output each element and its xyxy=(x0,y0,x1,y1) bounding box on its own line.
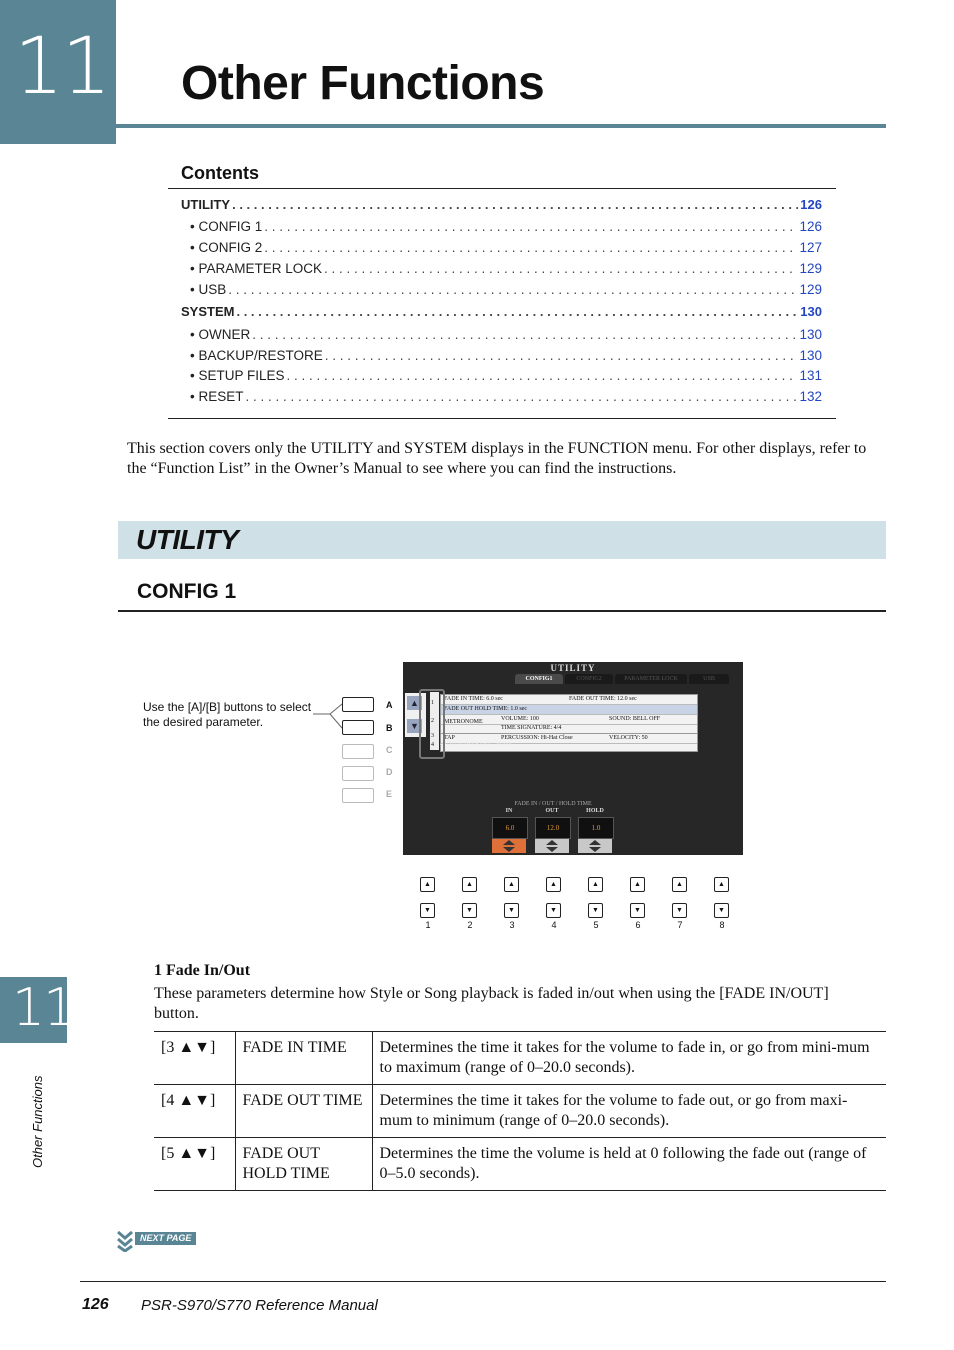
lcd-fade-hold-arrows-icon[interactable] xyxy=(578,839,612,853)
lcd-row-number: 3 xyxy=(431,733,434,739)
param-control: [5 ▲▼] xyxy=(154,1138,235,1191)
toc-entry-page: 132 xyxy=(799,389,822,404)
side-button-c[interactable] xyxy=(342,744,374,759)
lcd-row-number: 4 xyxy=(431,742,434,748)
side-button-a[interactable] xyxy=(342,697,374,712)
next-page-badge[interactable]: NEXT PAGE xyxy=(135,1232,196,1245)
lower-button-8-down[interactable]: ▼ xyxy=(714,903,729,918)
lcd-tab-config2[interactable]: CONFIG2 xyxy=(565,674,613,684)
lcd-row[interactable] xyxy=(441,705,697,715)
lcd-fade-out-arrows-icon[interactable] xyxy=(535,839,569,853)
lcd-fade-group-label: FADE IN / OUT / HOLD TIME xyxy=(514,801,592,807)
toc-entry-label: • PARAMETER LOCK xyxy=(190,261,323,276)
lcd-cell: FADE OUT TIME: 12.0 sec xyxy=(569,696,637,702)
lcd-fade-hold-value[interactable]: 1.0 xyxy=(578,817,614,839)
toc-entry-page: 130 xyxy=(800,304,822,319)
lower-button-number: 4 xyxy=(551,920,557,930)
param-description: Determines the time it takes for the volume to fade in, or go from mini-mum to maximum (range of 0–20.0 seconds). xyxy=(372,1032,886,1085)
lcd-auto-power-off[interactable]: AUTO POWER OFF: 30 min. xyxy=(440,741,514,747)
lower-button-number: 2 xyxy=(467,920,473,930)
section-title: UTILITY xyxy=(136,524,239,555)
lower-button-number: 1 xyxy=(425,920,431,930)
toc-entry-label: SYSTEM xyxy=(181,304,235,319)
lower-button-number: 7 xyxy=(677,920,683,930)
param-description: Determines the time it takes for the volume to fade out, or go from maxi-mum to minimum (range of 0–20.0 seconds). xyxy=(372,1085,886,1138)
lcd-up-arrow-icon[interactable]: ▲ xyxy=(407,696,422,710)
lower-button-5-up[interactable]: ▲ xyxy=(588,877,603,892)
footer-page-number: 126 xyxy=(82,1296,109,1313)
side-chapter-label xyxy=(30,1058,50,1168)
lower-button-1-up[interactable]: ▲ xyxy=(420,877,435,892)
lcd-row-number: 2 xyxy=(431,718,434,724)
contents-heading: Contents xyxy=(181,163,259,183)
toc-entry-page: 131 xyxy=(799,368,822,383)
lower-button-6-up[interactable]: ▲ xyxy=(630,877,645,892)
figure-callout: Use the [A]/[B] buttons to select the desired parameter. xyxy=(143,700,312,729)
toc-entry-label: UTILITY xyxy=(181,197,231,212)
lower-button-2-down[interactable]: ▼ xyxy=(462,903,477,918)
fade-description: These parameters determine how Style or Song playback is faded in/out when using the [FADE IN/OUT] button. xyxy=(154,985,829,1022)
toc-entry-page: 130 xyxy=(799,327,822,342)
side-label-a: A xyxy=(386,700,393,710)
lcd-tab-parameter-lock[interactable]: PARAMETER LOCK xyxy=(615,674,687,684)
lcd-fade-in-arrows-icon[interactable] xyxy=(492,839,526,853)
toc-entry-label: • CONFIG 1 xyxy=(190,219,263,234)
lcd-cell: PERCUSSION: Hi-Hat Close xyxy=(501,735,573,741)
lower-button-7-down[interactable]: ▼ xyxy=(672,903,687,918)
toc-entry-label: • OWNER xyxy=(190,327,251,342)
lcd-fade-head-in: IN xyxy=(505,808,513,814)
subsection-title: CONFIG 1 xyxy=(137,580,237,603)
toc-entry-page: 127 xyxy=(799,240,822,255)
toc-entry-label: • CONFIG 2 xyxy=(190,240,263,255)
param-name: FADE OUT HOLD TIME xyxy=(235,1138,372,1191)
lcd-down-arrow-icon[interactable]: ▼ xyxy=(407,719,422,733)
toc-entry-page: 126 xyxy=(799,219,822,234)
lcd-row[interactable] xyxy=(441,724,697,734)
lcd-fade-head-hold: HOLD xyxy=(586,808,604,814)
toc-entry-page: 130 xyxy=(799,348,822,363)
lcd-cell: TIME SIGNATURE: 4/4 xyxy=(501,725,562,731)
lcd-cell: FADE IN TIME: 6.0 sec xyxy=(444,696,503,702)
side-label-e: E xyxy=(386,789,393,799)
side-button-e[interactable] xyxy=(342,788,374,803)
toc-entry-label: • RESET xyxy=(190,389,244,404)
param-name: FADE OUT TIME xyxy=(235,1085,372,1138)
lcd-selection-frame xyxy=(419,689,445,759)
side-chapter-text: Other Functions xyxy=(30,1075,45,1168)
table-row xyxy=(154,1085,886,1138)
param-control: [3 ▲▼] xyxy=(154,1032,235,1085)
toc-entry-label: • SETUP FILES xyxy=(190,368,285,383)
parameter-table xyxy=(154,1031,886,1191)
toc-entry-page: 129 xyxy=(799,282,822,297)
lower-button-1-down[interactable]: ▼ xyxy=(420,903,435,918)
lcd-cell: VELOCITY: 50 xyxy=(609,735,648,741)
lcd-fade-in-value[interactable]: 6.0 xyxy=(492,817,528,839)
lower-button-2-up[interactable]: ▲ xyxy=(462,877,477,892)
lower-button-7-up[interactable]: ▲ xyxy=(672,877,687,892)
side-chapter-number: 11 xyxy=(12,978,75,1038)
side-label-d: D xyxy=(386,767,393,777)
lcd-row[interactable] xyxy=(441,695,697,705)
toc-entry-label: • BACKUP/RESTORE xyxy=(190,348,323,363)
lcd-cell: VOLUME: 100 xyxy=(501,716,539,722)
lcd-screen xyxy=(403,662,743,855)
lcd-cell: FADE OUT HOLD TIME: 1.0 sec xyxy=(444,706,527,712)
lower-button-number: 6 xyxy=(635,920,641,930)
lower-button-6-down[interactable]: ▼ xyxy=(630,903,645,918)
chapter-title: Other Functions xyxy=(181,57,545,110)
param-control: [4 ▲▼] xyxy=(154,1085,235,1138)
lcd-title: UTILITY xyxy=(550,663,596,673)
intro-paragraph: This section covers only the UTILITY and SYSTEM displays in the FUNCTION menu. For other displays, refer to the “Function List” in the Owner’s Manual to see where you can find the instructions. xyxy=(127,440,867,477)
param-description: Determines the time the volume is held at 0 following the fade out (range of 0–5.0 seconds). xyxy=(372,1138,886,1191)
lcd-row-number: 1 xyxy=(431,700,434,706)
lower-button-4-up[interactable]: ▲ xyxy=(546,877,561,892)
lower-button-5-down[interactable]: ▼ xyxy=(588,903,603,918)
lcd-cell: SOUND: BELL OFF xyxy=(609,716,661,722)
footer-title: PSR-S970/S770 Reference Manual xyxy=(141,1297,378,1314)
toc-entry-page: 126 xyxy=(800,197,822,212)
lower-button-number: 8 xyxy=(719,920,725,930)
side-button-b[interactable] xyxy=(342,720,374,735)
footer-rule xyxy=(80,1281,886,1282)
param-name: FADE IN TIME xyxy=(235,1032,372,1085)
lower-button-3-down[interactable]: ▼ xyxy=(504,903,519,918)
lower-button-4-down[interactable]: ▼ xyxy=(546,903,561,918)
toc-entry-label: • USB xyxy=(190,282,227,297)
lcd-tab-config1[interactable]: CONFIG1 xyxy=(515,674,563,684)
lower-button-3-up[interactable]: ▲ xyxy=(504,877,519,892)
side-label-b: B xyxy=(386,723,393,733)
fade-heading: 1 Fade In/Out xyxy=(154,962,251,979)
table-row xyxy=(154,1032,886,1085)
next-page-arrows-icon xyxy=(117,1230,133,1252)
lcd-fade-head-out: OUT xyxy=(545,808,559,814)
toc-entry-page: 129 xyxy=(799,261,822,276)
lcd-cell: TAP xyxy=(444,735,455,741)
table-row xyxy=(154,1138,886,1191)
lcd-fade-out-value[interactable]: 12.0 xyxy=(535,817,571,839)
chapter-number: 11 xyxy=(14,22,110,112)
lower-button-number: 3 xyxy=(509,920,515,930)
side-button-d[interactable] xyxy=(342,766,374,781)
side-label-c: C xyxy=(386,745,393,755)
lcd-cell: METRONOME xyxy=(444,719,483,725)
lower-button-number: 5 xyxy=(593,920,599,930)
lower-button-8-up[interactable]: ▲ xyxy=(714,877,729,892)
lcd-tab-usb[interactable]: USB xyxy=(689,674,729,684)
